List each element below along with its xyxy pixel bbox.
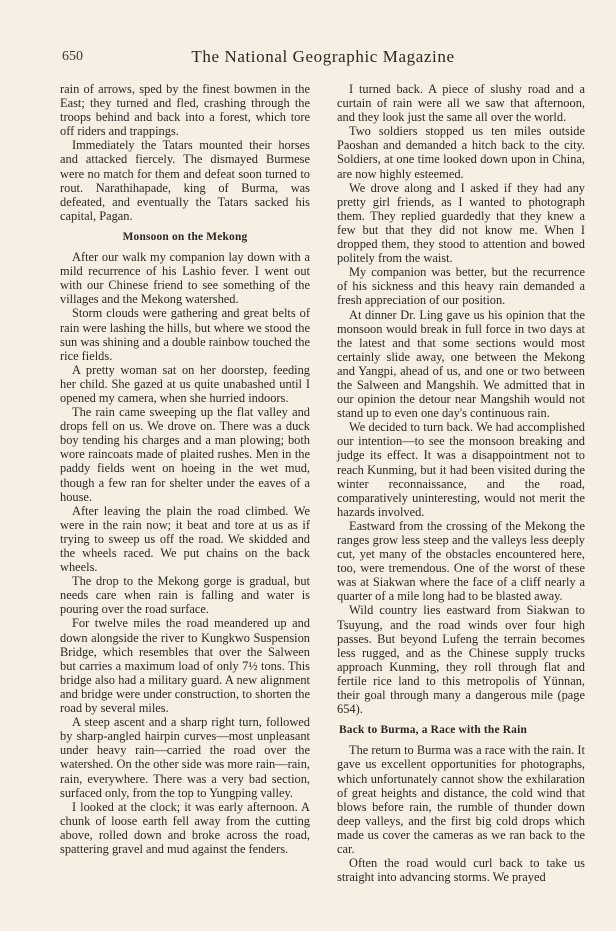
paragraph: The return to Burma was a race with the rain. It gave us excellent opportunities for photographs, which unfortunately cannot show the exhilaration of great heights and distance, the cold wind that blows before rain, the rumble of thunder down deep valleys, and the first big cold drops which made us cover the cameras as we ran back to the car.	[337, 743, 585, 856]
section-heading: Monsoon on the Mekong	[122, 230, 248, 243]
paragraph: I turned back. A piece of slushy road and a curtain of rain were all we saw that afternoon, and they look just the same all over the world.	[337, 82, 585, 125]
paragraph: The drop to the Mekong gorge is gradual, but needs care when rain is falling and water is pouring over the road surface.	[60, 574, 310, 617]
paragraph: Immediately the Tatars mounted their horses and attacked fiercely. The dismayed Burmese were no match for them and defeat soon turned to rout. Narathihapade, king of Burma, was defeated, and eventually the Tatars sacked his capital, Pagan.	[60, 138, 310, 223]
paragraph: A steep ascent and a sharp right turn, followed by sharp-angled hairpin curves—most unpleasant under heavy rain—carried the road over the watershed. On the other side was more rain—rain, rain, everywhere. There was a very bad section, surfaced only, from the top to Yungping valley.	[60, 715, 310, 800]
page-header	[62, 49, 584, 71]
paragraph: The rain came sweeping up the flat valley and drops fell on us. We drove on. There was a duck boy tending his charges and a man plowing; both wore raincoats made of plaited rushes. Men in the paddy fields went on hoeing in the wet mud, though a few ran for shelter under the eaves of a house.	[60, 405, 310, 504]
paragraph: At dinner Dr. Ling gave us his opinion that the monsoon would break in full force in two days at the latest and that some sections would most certainly slide away, one between the Mekong and Yangpi, ahead of us, and one or two between the Salween and Mangshih. We admitted that in our opinion the detour near Mangshih would not stand up to even one day's continuous rain.	[337, 307, 585, 421]
section-heading: Back to Burma, a Race with the Rain	[339, 724, 527, 737]
paragraph: We decided to turn back. We had accomplished our intention—to see the monsoon breaking and judge its effect. It was a disappointment not to reach Kunming, but it had been visited during the winter reconnaissance, and the road, comparatively uninteresting, would not merit the hazards involved.	[337, 420, 585, 519]
paragraph: rain of arrows, sped by the finest bowmen in the East; they turned and fled, crashing through the troops behind and back into a forest, which tore off riders and trappings.	[60, 82, 310, 139]
running-title: The National Geographic Magazine	[191, 47, 455, 66]
paragraph: After leaving the plain the road climbed. We were in the rain now; it beat and tore at us as if trying to sweep us off the road. We skidded and the wheels raced. We put chains on the back wheels.	[60, 503, 310, 575]
paragraph: For twelve miles the road meandered up and down alongside the river to Kungkwo Suspension Bridge, which resembles that over the Salween but carries a maximum load of only 7½ tons. This bridge also had a military guard. A new alignment and bridge were under construction, to shorten the road by several miles.	[60, 616, 310, 716]
paragraph: My companion was better, but the recurrence of his sickness and this heavy rain demanded a fresh appreciation of our position.	[337, 265, 585, 308]
paragraph: We drove along and I asked if they had any pretty girl friends, as I wanted to photograph them. They replied guardedly that they knew a few but that they did not know me. When I dropped them, they stood to attention and bowed politely from the waist.	[337, 180, 585, 266]
paragraph: Eastward from the crossing of the Mekong the ranges grow less steep and the valleys less deeply cut, yet many of the obstacles encountered here, too, were tremendous. One of the worst of these was at Siakwan where the face of a cliff nearly a quarter of a mile long had to be blasted away.	[337, 518, 585, 604]
paragraph: Wild country lies eastward from Siakwan to Tsuyung, and the road winds over four high passes. But beyond Lufeng the terrain becomes less rugged, and as the Chinese supply trucks approach Kunming, they roll through flat and fertile rice land to this metropolis of Yünnan, their goal through many a dangerous mile (page 654).	[337, 603, 585, 717]
right-column	[337, 82, 585, 884]
paragraph: Storm clouds were gathering and great belts of rain were lashing the hills, but where we stood the sun was shining and a double rainbow touched the rice fields.	[60, 306, 310, 363]
paragraph: Two soldiers stopped us ten miles outside Paoshan and demanded a hitch back to the city. Soldiers, at one time looked down upon in China, are now highly esteemed.	[337, 124, 585, 181]
paragraph: Often the road would curl back to take us straight into advancing storms. We prayed	[337, 856, 585, 885]
left-column	[60, 82, 310, 856]
paragraph: A pretty woman sat on her doorstep, feeding her child. She gazed at us quite unabashed until I opened my camera, when she hurried indoors.	[60, 362, 310, 405]
paragraph: After our walk my companion lay down with a mild recurrence of his Lashio fever. I went out with our Chinese friend to see something of the villages and the Mekong watershed.	[60, 250, 310, 307]
page-number: 650	[62, 49, 83, 64]
paragraph: I looked at the clock; it was early afternoon. A chunk of loose earth fell away from the cutting above, rolled down and broke across the road, spattering gravel and mud against the fenders.	[60, 799, 310, 856]
